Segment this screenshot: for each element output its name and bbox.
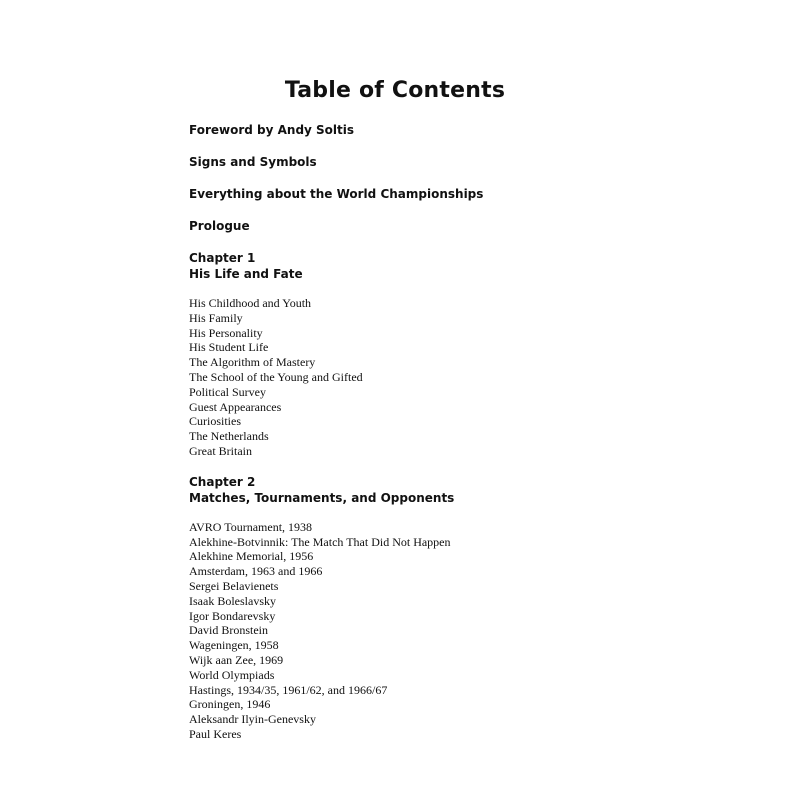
list-item: His Student Life <box>189 340 269 355</box>
list-item: Guest Appearances <box>189 399 282 414</box>
list-item: Isaak Boleslavsky <box>189 593 276 608</box>
list-item: His Personality <box>189 325 263 340</box>
list-item: Sergei Belavienets <box>189 578 279 593</box>
chapter-1-heading <box>189 250 749 282</box>
chapter-2-section-list <box>189 520 749 742</box>
toc-entry-foreword: Foreword by Andy Soltis <box>189 123 355 137</box>
page-title: Table of Contents <box>284 78 506 103</box>
list-item: Alekhine-Botvinnik: The Match That Did Not Happen <box>189 534 451 549</box>
chapter-1-section-list <box>189 296 749 459</box>
toc-content <box>189 122 749 757</box>
list-item: Paul Keres <box>189 726 242 741</box>
list-item: Hastings, 1934/35, 1961/62, and 1966/67 <box>189 682 388 697</box>
list-item: The Netherlands <box>189 429 269 444</box>
list-item: Curiosities <box>189 414 242 429</box>
chapter-2-heading <box>189 474 749 506</box>
chapter-1-number: Chapter 1 <box>189 251 256 265</box>
list-item: Wijk aan Zee, 1969 <box>189 652 284 667</box>
toc-entry-prologue: Prologue <box>189 219 250 233</box>
list-item: Aleksandr Ilyin-Genevsky <box>189 712 316 727</box>
toc-entry-world-championships: Everything about the World Championships <box>189 187 484 201</box>
list-item: Great Britain <box>189 443 252 458</box>
list-item: David Bronstein <box>189 623 268 638</box>
list-item: Groningen, 1946 <box>189 697 271 712</box>
list-item: His Childhood and Youth <box>189 296 312 310</box>
list-item: Political Survey <box>189 384 266 399</box>
chapter-1-title: His Life and Fate <box>189 267 303 281</box>
list-item: His Family <box>189 310 243 325</box>
list-item: Wageningen, 1958 <box>189 638 279 653</box>
list-item: The Algorithm of Mastery <box>189 355 316 370</box>
chapter-2-number: Chapter 2 <box>189 474 256 489</box>
list-item: Igor Bondarevsky <box>189 608 276 623</box>
list-item: AVRO Tournament, 1938 <box>189 519 313 534</box>
toc-entry-signs-symbols: Signs and Symbols <box>189 155 317 169</box>
list-item: Amsterdam, 1963 and 1966 <box>189 564 323 579</box>
list-item: Alekhine Memorial, 1956 <box>189 549 314 564</box>
chapter-2-title: Matches, Tournaments, and Opponents <box>189 490 455 505</box>
list-item: World Olympiads <box>189 667 275 682</box>
list-item: The School of the Young and Gifted <box>189 369 363 384</box>
